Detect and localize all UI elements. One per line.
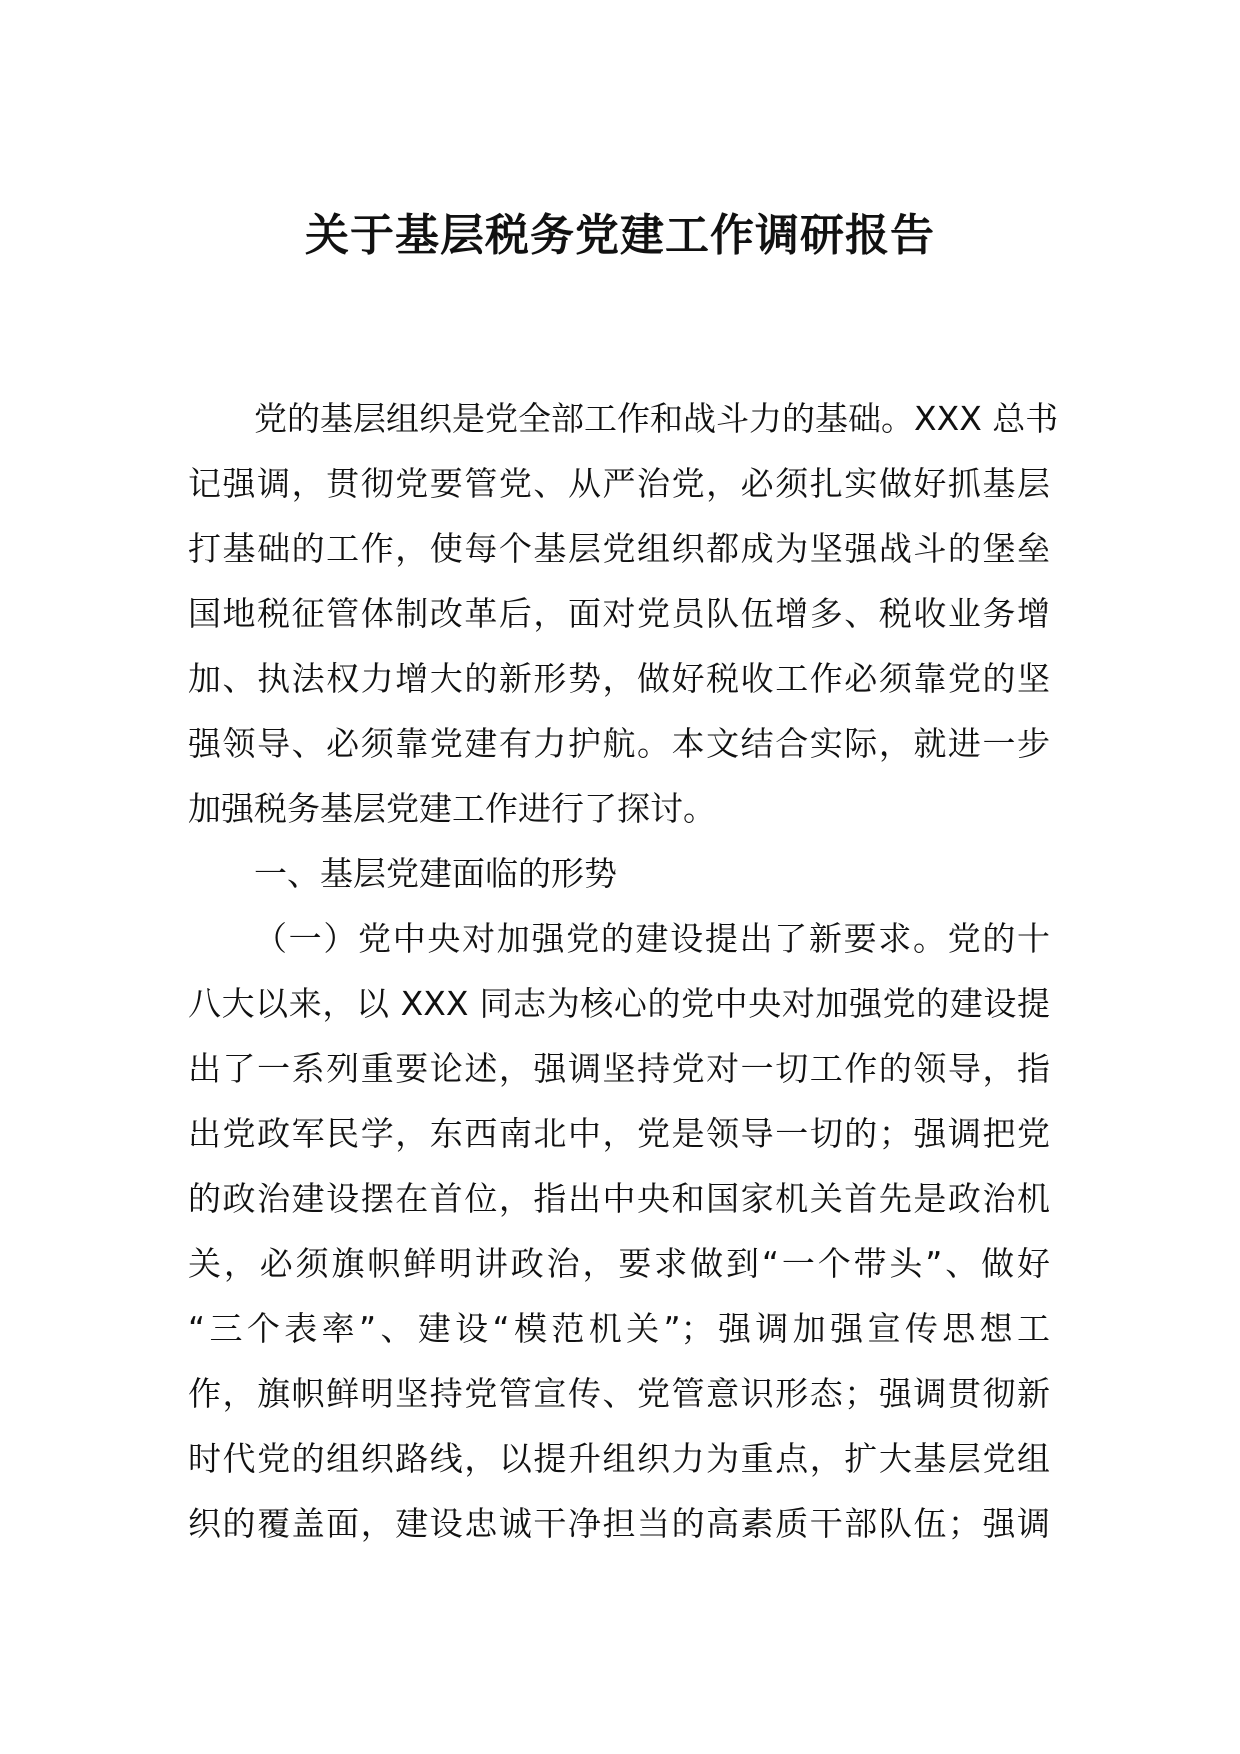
paragraph-line: 的政治建设摆在首位，指出中央和国家机关首先是政治机	[188, 1179, 1050, 1218]
document-title: 关于基层税务党建工作调研报告	[305, 210, 935, 261]
paragraph-line: （一）党中央对加强党的建设提出了新要求。党的十	[254, 919, 1050, 958]
paragraph-line: 党的基层组织是党全部工作和战斗力的基础。XXX 总书	[254, 399, 1059, 438]
paragraph-line: 时代党的组织路线，以提升组织力为重点，扩大基层党组	[188, 1439, 1050, 1478]
paragraph-line: 作，旗帜鲜明坚持党管宣传、党管意识形态；强调贯彻新	[188, 1374, 1050, 1413]
paragraph-line: 国地税征管体制改革后，面对党员队伍增多、税收业务增	[188, 594, 1050, 633]
paragraph-line: 记强调，贯彻党要管党、从严治党，必须扎实做好抓基层	[188, 464, 1050, 503]
paragraph-line: 织的覆盖面，建设忠诚干净担当的高素质干部队伍；强调	[188, 1504, 1050, 1543]
paragraph-line: 关，必须旗帜鲜明讲政治，要求做到“一个带头”、做好	[188, 1244, 1050, 1283]
document-body	[188, 386, 1059, 1556]
paragraph-line: 八大以来，以 XXX 同志为核心的党中央对加强党的建设提	[188, 984, 1050, 1023]
section-heading: 一、基层党建面临的形势	[254, 854, 617, 893]
paragraph-line: “三个表率”、建设“模范机关”；强调加强宣传思想工	[188, 1309, 1050, 1348]
paragraph-line: 出了一系列重要论述，强调坚持党对一切工作的领导，指	[188, 1049, 1050, 1088]
paragraph-line: 出党政军民学，东西南北中，党是领导一切的；强调把党	[188, 1114, 1050, 1153]
paragraph-line: 加、执法权力增大的新形势，做好税收工作必须靠党的坚	[188, 659, 1050, 698]
paragraph-line: 加强税务基层党建工作进行了探讨。	[188, 789, 716, 828]
paragraph-line: 打基础的工作，使每个基层党组织都成为坚强战斗的堡垒	[188, 529, 1050, 568]
paragraph-line: 强领导、必须靠党建有力护航。本文结合实际，就进一步	[188, 724, 1050, 763]
